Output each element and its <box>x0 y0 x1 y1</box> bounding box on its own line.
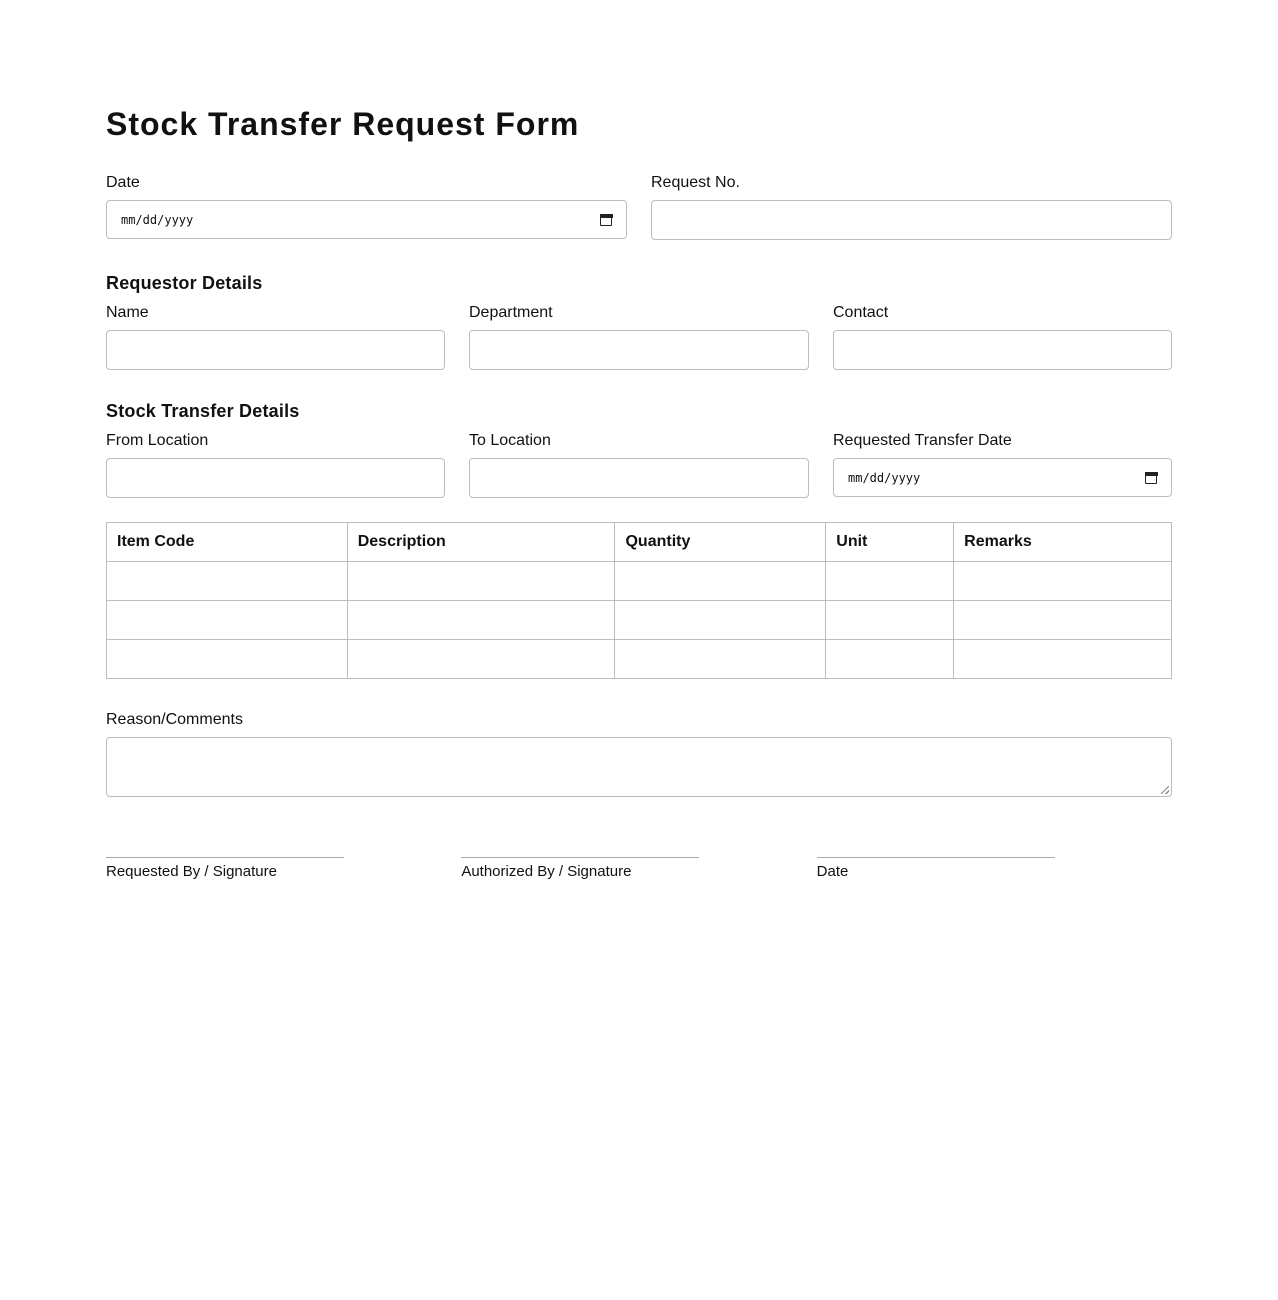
signature-date-label: Date <box>816 863 849 880</box>
calendar-icon[interactable] <box>600 214 612 226</box>
page-title: Stock Transfer Request Form <box>106 106 580 142</box>
table-cell[interactable] <box>826 640 954 679</box>
department-label: Department <box>469 304 553 321</box>
comments-label: Reason/Comments <box>106 711 243 728</box>
column-header-description: Description <box>347 523 615 562</box>
transfer-section <box>106 400 1172 498</box>
date-placeholder: mm/dd/yyyy <box>121 212 194 227</box>
from-location-input[interactable] <box>106 458 445 498</box>
date-input[interactable] <box>106 200 627 239</box>
column-header-item-code: Item Code <box>107 523 348 562</box>
department-field-group <box>469 304 809 370</box>
table-row <box>107 601 1172 640</box>
table-cell[interactable] <box>615 601 826 640</box>
from-location-label: From Location <box>106 432 209 449</box>
department-input[interactable] <box>469 330 809 370</box>
column-header-unit: Unit <box>826 523 954 562</box>
table-cell[interactable] <box>826 601 954 640</box>
table-header-row <box>107 523 1172 562</box>
signature-date <box>817 857 1172 881</box>
requestor-section <box>106 272 1172 370</box>
to-location-input[interactable] <box>469 458 809 498</box>
comments-textarea[interactable] <box>106 737 1172 797</box>
column-header-quantity: Quantity <box>615 523 826 562</box>
requested-date-input[interactable] <box>833 458 1172 497</box>
table-cell[interactable] <box>826 562 954 601</box>
table-row <box>107 562 1172 601</box>
table-cell[interactable] <box>954 640 1172 679</box>
requested-by-signature <box>106 857 461 881</box>
table-cell[interactable] <box>954 562 1172 601</box>
to-location-field-group <box>469 432 809 498</box>
requested-date-label: Requested Transfer Date <box>833 432 1012 449</box>
table-cell[interactable] <box>347 601 615 640</box>
table-cell[interactable] <box>107 601 348 640</box>
authorized-by-label: Authorized By / Signature <box>461 863 632 880</box>
name-field-group <box>106 304 445 370</box>
request-no-label: Request No. <box>651 174 740 191</box>
requested-date-field-group <box>833 432 1172 498</box>
calendar-icon[interactable] <box>1145 472 1157 484</box>
name-label: Name <box>106 304 149 321</box>
transfer-heading: Stock Transfer Details <box>106 401 300 421</box>
items-table <box>106 522 1172 679</box>
contact-field-group <box>833 304 1172 370</box>
resize-grip-icon[interactable] <box>1161 786 1169 794</box>
table-cell[interactable] <box>107 562 348 601</box>
request-no-field-group <box>651 174 1172 240</box>
table-cell[interactable] <box>615 562 826 601</box>
requestor-heading: Requestor Details <box>106 273 263 293</box>
request-no-input[interactable] <box>651 200 1172 240</box>
date-label: Date <box>106 174 140 191</box>
requested-by-label: Requested By / Signature <box>106 863 277 880</box>
date-field-group <box>106 174 627 240</box>
from-location-field-group <box>106 432 445 498</box>
table-cell[interactable] <box>107 640 348 679</box>
to-location-label: To Location <box>469 432 551 449</box>
requested-date-placeholder: mm/dd/yyyy <box>848 470 921 485</box>
name-input[interactable] <box>106 330 445 370</box>
table-cell[interactable] <box>615 640 826 679</box>
table-cell[interactable] <box>954 601 1172 640</box>
contact-input[interactable] <box>833 330 1172 370</box>
table-row <box>107 640 1172 679</box>
table-cell[interactable] <box>347 562 615 601</box>
comments-field-group <box>106 711 1172 797</box>
authorized-by-signature <box>461 857 816 881</box>
table-cell[interactable] <box>347 640 615 679</box>
contact-label: Contact <box>833 304 889 321</box>
column-header-remarks: Remarks <box>954 523 1172 562</box>
signature-row <box>106 857 1172 881</box>
